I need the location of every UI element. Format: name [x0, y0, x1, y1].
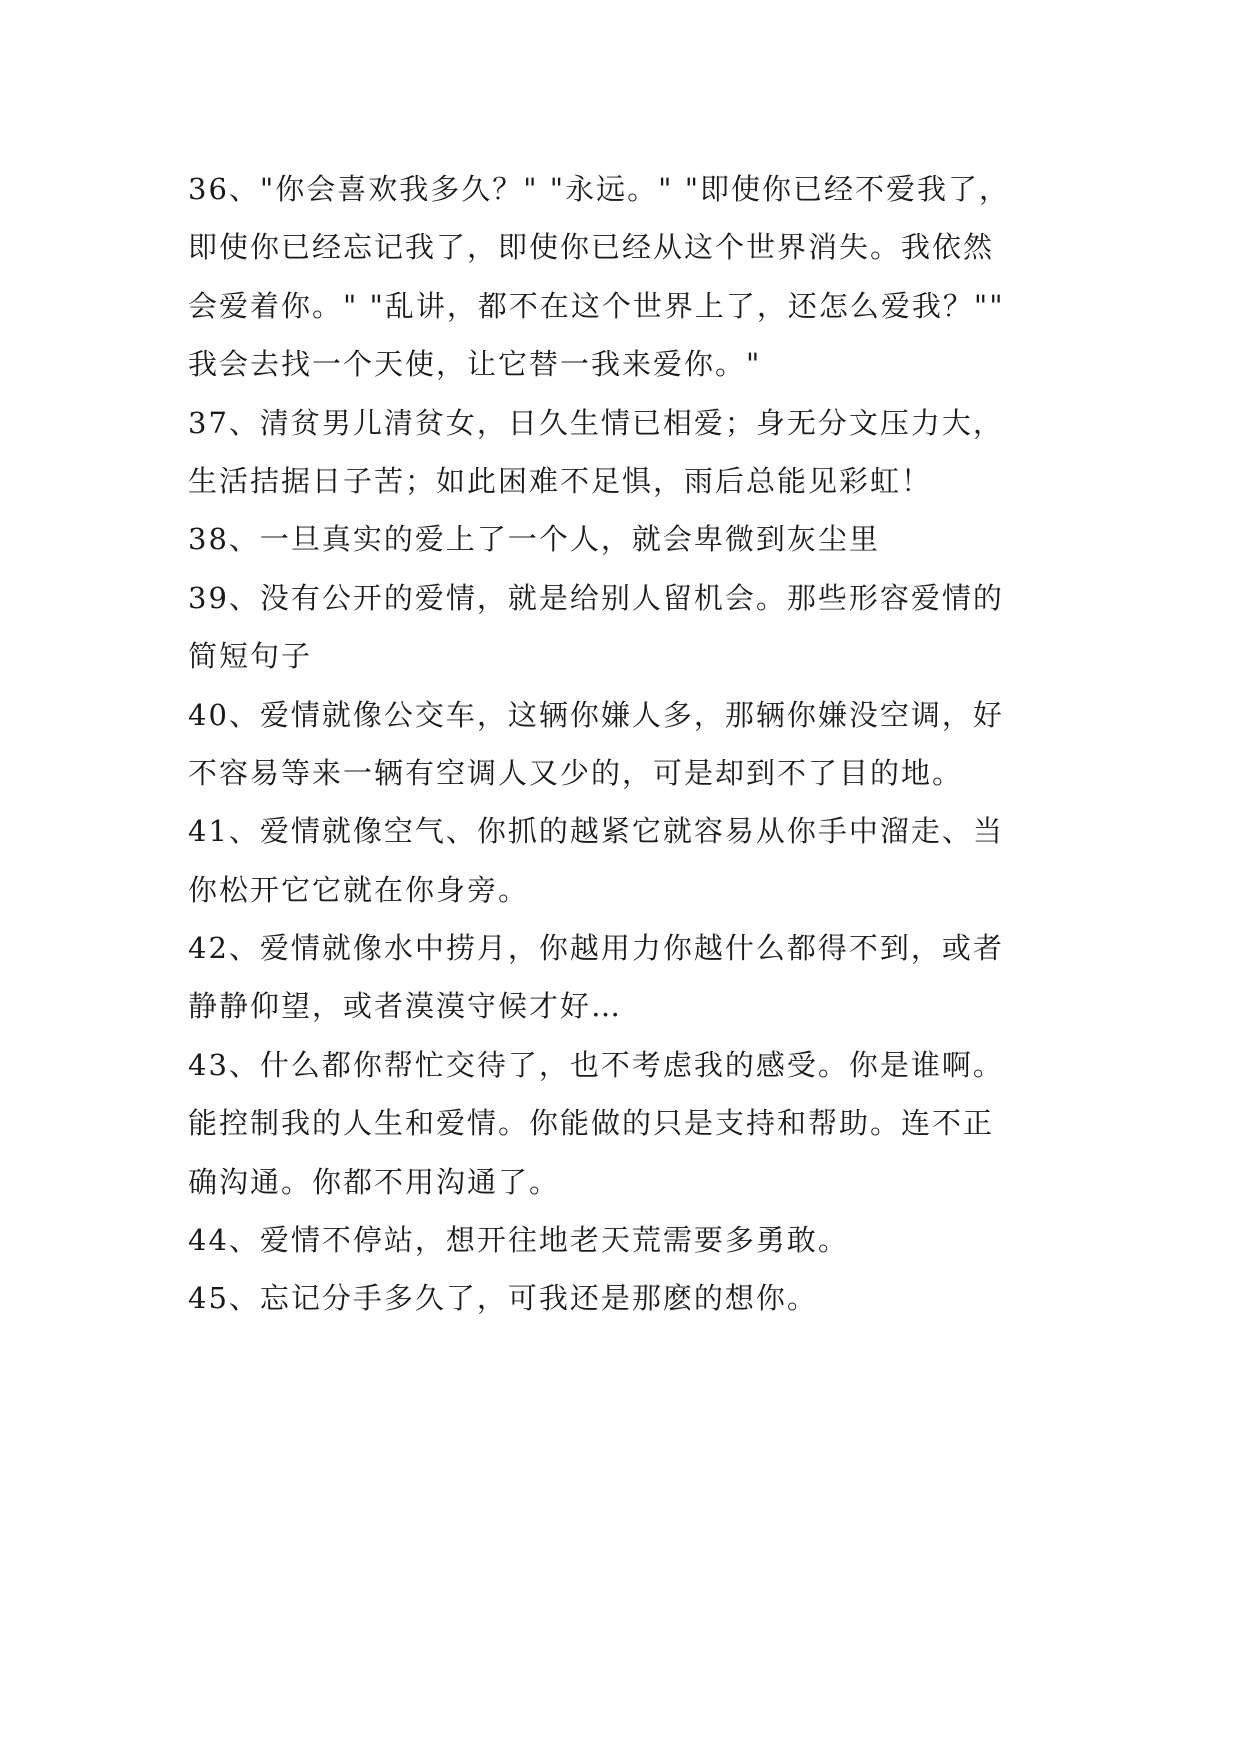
- text-line: 简短句子: [188, 639, 313, 674]
- text-line: 我会去找一个天使，让它替一我来爱你。": [188, 347, 762, 382]
- text-line: 生活拮据日子苦；如此困难不足惧，雨后总能见彩虹！: [188, 463, 933, 498]
- text-line: 你松开它它就在你身旁。: [188, 872, 530, 907]
- text-line: 不容易等来一辆有空调人又少的，可是却到不了目的地。: [188, 755, 964, 790]
- text-line: 42、爱情就像水中捞月，你越用力你越什么都得不到，或者: [188, 931, 1004, 966]
- text-line: 43、什么都你帮忙交待了，也不考虑我的感受。你是谁啊。: [188, 1047, 1004, 1082]
- text-line: 41、爱情就像空气、你抓的越紧它就容易从你手中溜走、当: [188, 814, 1004, 849]
- text-line: 即使你已经忘记我了，即使你已经从这个世界消失。我依然: [188, 230, 995, 265]
- document-body: [188, 160, 1088, 1328]
- text-line: 会爱着你。" "乱讲，都不在这个世界上了，还怎么爱我？"": [188, 288, 1005, 323]
- text-line: 能控制我的人生和爱情。你能做的只是支持和帮助。连不正: [188, 1106, 995, 1141]
- text-line: 39、没有公开的爱情，就是给别人留机会。那些形容爱情的: [188, 580, 1004, 615]
- text-line: 38、一旦真实的爱上了一个人，就会卑微到灰尘里: [188, 522, 880, 557]
- text-line: 静静仰望，或者漠漠守候才好…: [188, 989, 623, 1024]
- text-line: 36、"你会喜欢我多久？" "永远。" "即使你已经不爱我了，: [188, 172, 1011, 206]
- text-line: 37、清贫男儿清贫女，日久生情已相爱；身无分文压力大，: [188, 405, 1004, 440]
- text-line: 确沟通。你都不用沟通了。: [188, 1164, 561, 1199]
- text-line: 40、爱情就像公交车，这辆你嫌人多，那辆你嫌没空调，好: [188, 697, 1004, 732]
- text-line: 45、忘记分手多久了，可我还是那麽的想你。: [188, 1281, 818, 1316]
- text-line: 44、爱情不停站，想开往地老天荒需要多勇敢。: [188, 1223, 849, 1258]
